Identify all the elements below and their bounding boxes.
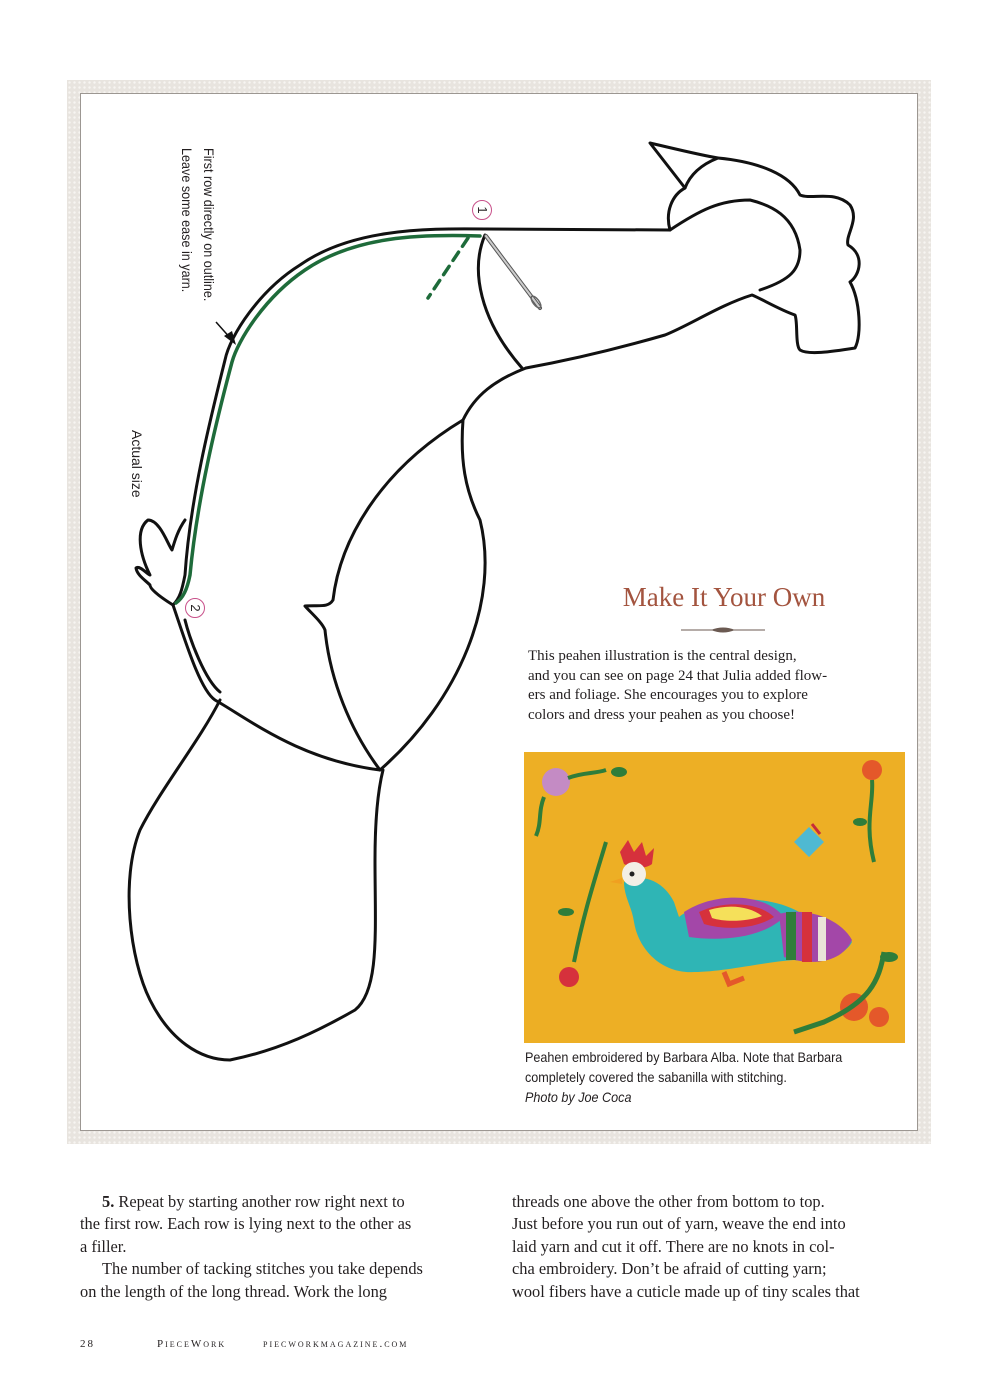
sidebar-title: Make It Your Own [622,582,826,612]
step-marker-2: 2 [185,598,205,618]
ornament-divider-icon [681,624,765,636]
article-line: on the length of the long thread. Work the long [80,1281,388,1301]
step-number: 5. [102,1192,115,1211]
article-line: cha embroidery. Don’t be afraid of cutting yarn; [512,1259,827,1279]
actual-size-label: Actual size [129,430,145,498]
tail-tip-outline [136,520,185,605]
arrow-icon [216,322,236,345]
step-marker-1: 1 [472,200,492,220]
article-column-right [512,1191,912,1303]
magazine-website: piecworkmagazine.com [263,1338,409,1350]
article-line: wool fibers have a cuticle made up of tiny scales that [512,1281,860,1301]
sidebar-body [528,647,900,725]
dashed-next-row [428,238,468,298]
article-line: laid yarn and cut it off. There are no knots in col- [512,1236,835,1256]
photo-caption [525,1047,925,1107]
first-row-green-outline [176,235,480,603]
sidebar-line: ers and foliage. She encourages you to explore [528,687,808,704]
article-line: the first row. Each row is lying next to the other as [80,1214,412,1234]
article-line: a filler. [80,1236,127,1256]
article-column-left [80,1191,480,1303]
head-outline [485,143,859,368]
breast-outline [173,605,380,770]
article-line: The number of tacking stitches you take depends [102,1259,423,1279]
face-curve [670,200,800,290]
article-line: Just before you run out of yarn, weave the end into [512,1214,846,1234]
caption-line-2: completely covered the sabanilla with stitching. [525,1069,787,1085]
sidebar-line: and you can see on page 24 that Julia added flow- [528,667,828,684]
beak-outline [685,158,718,188]
article-line: threads one above the other from bottom to top. [512,1192,825,1211]
embroidered-peahen-photo [524,752,905,1043]
sidebar-line: This peahen illustration is the central design, [528,648,797,664]
lower-body-outline [129,700,383,1060]
caption-line-1: Peahen embroidered by Barbara Alba. Note that Barbara [525,1049,843,1065]
photo-credit: Photo by Joe Coca [525,1089,632,1105]
needle-icon [486,236,543,309]
magazine-name: PieceWork [157,1338,227,1350]
note-line-2: Leave some ease in yarn. [179,148,195,293]
page-number: 28 [80,1338,95,1350]
sidebar-line: colors and dress your peahen as you choose! [528,706,796,723]
wing-outline [305,368,526,770]
article-line: 5. Repeat by starting another row right next to [102,1192,405,1211]
note-line-1: First row directly on outline. [201,148,217,302]
outline-instruction-note [176,148,220,318]
